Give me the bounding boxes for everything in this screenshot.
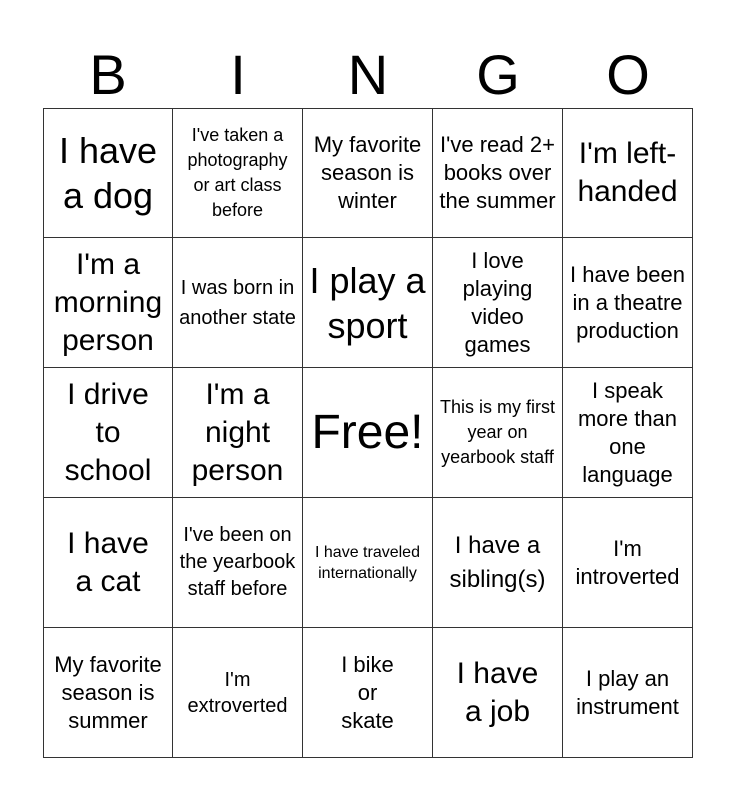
cell-text: I have been in a theatre production xyxy=(570,261,685,343)
free-space: Free! xyxy=(311,405,424,459)
cell-text: I'm introverted xyxy=(575,535,680,589)
cell-text: I've been on the yearbook staff before xyxy=(179,524,296,600)
header-letter-o: O xyxy=(606,43,650,106)
bingo-header xyxy=(43,42,693,108)
cell-text: I have a dog xyxy=(58,130,158,216)
bingo-cell[interactable] xyxy=(43,498,173,628)
bingo-cell[interactable] xyxy=(433,108,563,238)
cell-text: I have a cat xyxy=(67,526,149,598)
header-letter-i: I xyxy=(230,43,246,106)
bingo-cell[interactable] xyxy=(173,108,303,238)
cell-text: This is my first year on yearbook staff xyxy=(440,397,555,467)
cell-text: I play an instrument xyxy=(576,665,679,719)
bingo-cell[interactable] xyxy=(303,368,433,498)
cell-text: I play a sport xyxy=(309,259,426,346)
bingo-cell[interactable] xyxy=(173,238,303,368)
bingo-cell[interactable] xyxy=(173,368,303,498)
bingo-cell[interactable] xyxy=(173,628,303,758)
cell-text: My favorite season is summer xyxy=(54,651,162,733)
bingo-board xyxy=(43,108,693,758)
cell-text: My favorite season is winter xyxy=(313,132,422,213)
cell-text: I'm a night person xyxy=(191,377,284,487)
cell-text: I was born in another state xyxy=(179,276,296,329)
header-letter-g: G xyxy=(476,43,520,106)
bingo-cell[interactable] xyxy=(43,108,173,238)
bingo-cell[interactable] xyxy=(563,498,693,628)
cell-text: I'm extroverted xyxy=(187,668,288,717)
bingo-cell[interactable] xyxy=(433,368,563,498)
cell-text: I'm left-handed xyxy=(577,137,678,208)
cell-text: I have a job xyxy=(456,656,539,728)
bingo-cell[interactable] xyxy=(173,498,303,628)
bingo-cell[interactable] xyxy=(563,628,693,758)
header-letter-b: B xyxy=(89,43,127,106)
cell-text: I drive to school xyxy=(64,377,152,487)
cell-text: I've taken a photography or art class before xyxy=(187,125,288,220)
bingo-cell[interactable] xyxy=(303,498,433,628)
bingo-cell[interactable] xyxy=(303,628,433,758)
cell-text: I have traveled internationally xyxy=(315,543,420,582)
bingo-cell[interactable] xyxy=(563,368,693,498)
cell-text: I'm a morning person xyxy=(53,247,163,357)
cell-text: I've read 2+ books over the summer xyxy=(439,132,556,213)
cell-text: I love playing video games xyxy=(462,247,533,357)
cell-text: I have a sibling(s) xyxy=(449,531,546,593)
cell-text: I bike or skate xyxy=(341,651,394,733)
bingo-cell[interactable] xyxy=(563,238,693,368)
bingo-cell[interactable] xyxy=(433,628,563,758)
bingo-cell[interactable] xyxy=(433,238,563,368)
bingo-cell[interactable] xyxy=(303,108,433,238)
bingo-cell[interactable] xyxy=(433,498,563,628)
bingo-cell[interactable] xyxy=(43,368,173,498)
bingo-cell[interactable] xyxy=(43,238,173,368)
header-letter-n: N xyxy=(347,43,389,106)
bingo-cell[interactable] xyxy=(303,238,433,368)
bingo-cell[interactable] xyxy=(43,628,173,758)
bingo-cell[interactable] xyxy=(563,108,693,238)
cell-text: I speak more than one language xyxy=(577,377,678,487)
